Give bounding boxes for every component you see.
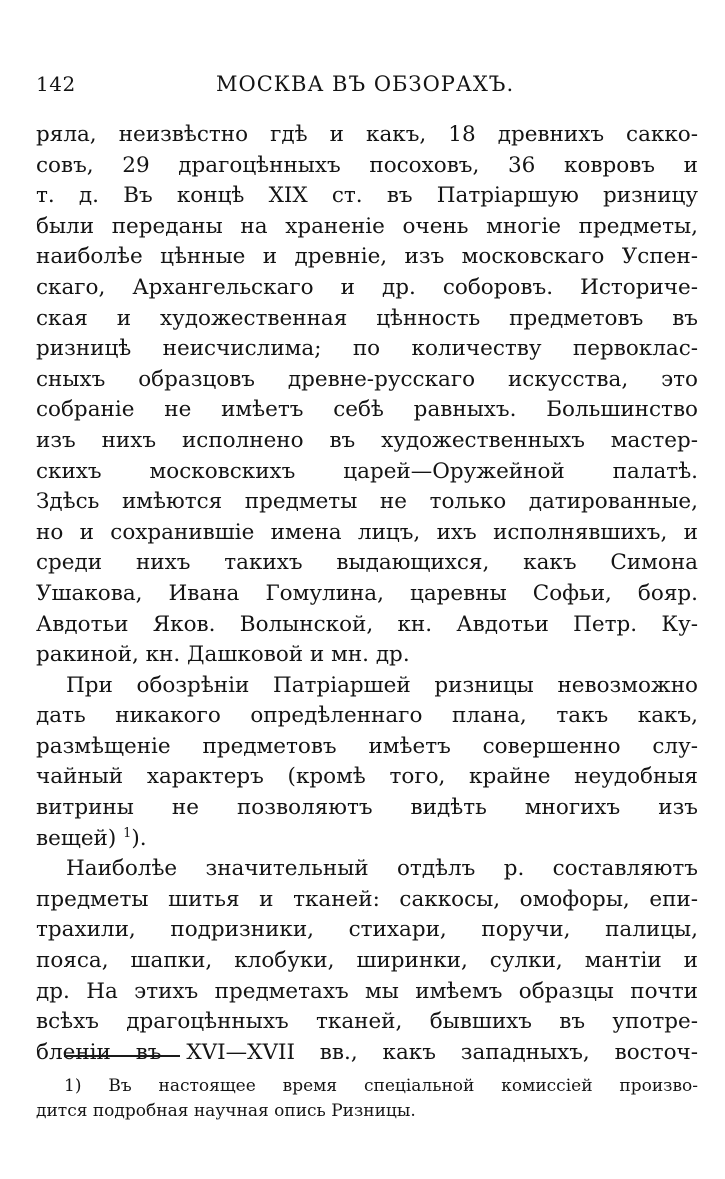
text-line: изъ нихъ исполнено въ художественныхъ мастер-	[36, 427, 698, 453]
text-line: скихъ московскихъ царей—Оружейной палатѣ.	[36, 458, 698, 484]
text-line: скаго, Архангельскаго и др. соборовъ. Историче-	[36, 274, 698, 300]
footnote-divider	[64, 1055, 180, 1057]
text-line: среди нихъ такихъ выдающихся, какъ Симона	[36, 550, 698, 576]
text-line: бленіи въ XVI—XVII вв., какъ западныхъ, восточ-	[36, 1039, 698, 1065]
text-line: трахили, подризники, стихари, поручи, палицы,	[36, 917, 698, 943]
footnote-line: дится подробная научная опись Ризницы.	[36, 1101, 416, 1121]
text-line: размѣщеніе предметовъ имѣетъ совершенно слу-	[36, 733, 698, 759]
text-line: наиболѣе цѣнные и древніе, изъ московскаго Успен-	[36, 244, 698, 270]
footnote-line: 1) Въ настоящее время спеціальной комиссіей произво-	[64, 1076, 698, 1096]
text-line-fragment: вещей)	[36, 825, 117, 851]
text-line: пояса, шапки, клобуки, ширинки, сулки, мантіи и	[36, 948, 698, 974]
text-line: Ушакова, Ивана Гомулина, царевны Софьи, бояр.	[36, 580, 698, 606]
text-line: ракиной, кн. Дашковой и мн. др.	[36, 642, 410, 668]
text-line: т. д. Въ концѣ XIX ст. въ Патріаршую ризницу	[36, 183, 698, 209]
text-line: сныхъ образцовъ древне-русскаго искусства, это	[36, 366, 698, 392]
text-line: совъ, 29 драгоцѣнныхъ посоховъ, 36 ковровъ и	[36, 152, 698, 178]
page-header	[36, 72, 698, 102]
text-line: чайный характеръ (кромѣ того, крайне неудобныя	[36, 764, 698, 790]
footnote-reference-close: ).	[131, 825, 147, 851]
text-line: дать никакого опредѣленнаго плана, такъ какъ,	[36, 703, 698, 729]
text-line: ризницѣ неисчислима; по количеству первоклас-	[36, 336, 698, 362]
page-number: 142	[36, 72, 76, 96]
text-line: предметы шитья и тканей: саккосы, омофоры, епи-	[36, 886, 698, 912]
footnote-reference: 1	[123, 825, 132, 841]
text-line: др. На этихъ предметахъ мы имѣемъ образцы почти	[36, 978, 698, 1004]
body-text	[36, 120, 698, 1068]
text-line: Здѣсь имѣются предметы не только датированные,	[36, 489, 698, 515]
text-line: витрины не позволяютъ видѣть многихъ изъ	[36, 795, 698, 821]
text-line-with-footnote	[36, 824, 698, 855]
text-line: всѣхъ драгоцѣнныхъ тканей, бывшихъ въ употре-	[36, 1009, 698, 1035]
text-line: ряла, неизвѣстно гдѣ и какъ, 18 древнихъ сакко-	[36, 122, 698, 147]
text-line: собраніе не имѣетъ себѣ равныхъ. Большинство	[36, 397, 698, 423]
text-line: При обозрѣніи Патріаршей ризницы невозможно	[66, 672, 698, 698]
text-line: были переданы на храненіе очень многіе предметы,	[36, 213, 698, 239]
text-line: но и сохранившіе имена лицъ, ихъ исполнявшихъ, и	[36, 519, 698, 545]
running-title: МОСКВА ВЪ ОБЗОРАХЪ.	[216, 72, 515, 96]
footnotes	[36, 1074, 698, 1124]
text-line: Наиболѣе значительный отдѣлъ р. составляютъ	[66, 856, 698, 882]
text-line: ская и художественная цѣнность предметовъ въ	[36, 305, 698, 331]
text-line: Авдотьи Яков. Волынской, кн. Авдотьи Петр. Ку-	[36, 611, 698, 637]
